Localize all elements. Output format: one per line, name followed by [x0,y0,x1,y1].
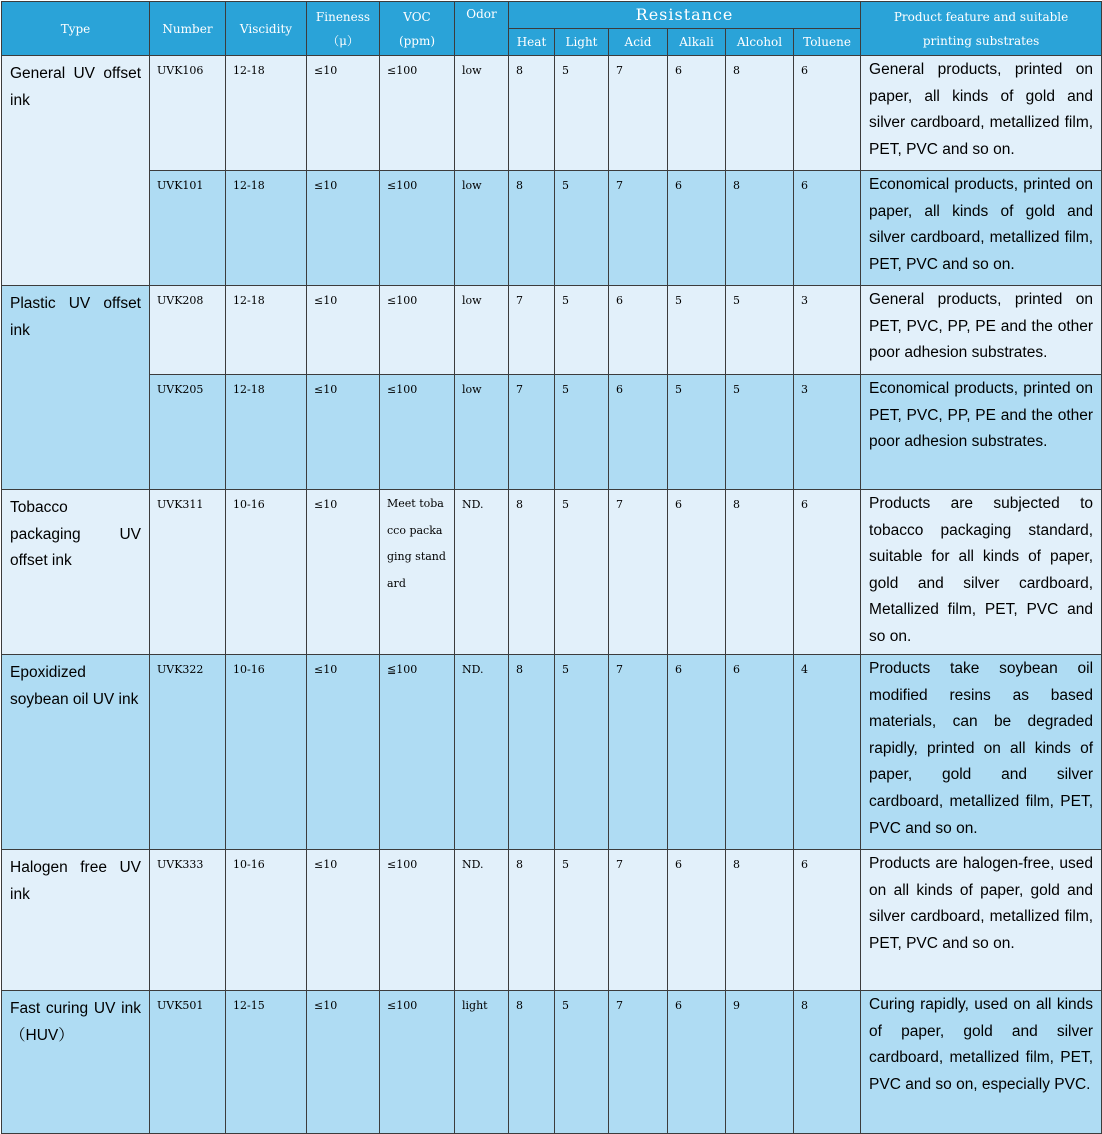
number-cell: UVK333 [150,850,226,991]
voc-cell: ≤100 [380,991,455,1134]
number-cell: UVK101 [150,171,226,286]
feature-cell: Economical products, printed on paper, all kinds of gold and silver cardboard, metallized film, PET, PVC and so on. [861,171,1102,286]
table-row [2,171,1102,286]
header-voc-line1: VOC [403,9,431,24]
header-light: Light [555,29,609,56]
alkali-cell: 6 [668,850,726,991]
acid-cell: 7 [609,56,668,171]
header-alkali: Alkali [668,29,726,56]
type-cell: Plastic UV offset ink [2,286,150,490]
number-cell: UVK205 [150,375,226,490]
viscidity-cell: 12-15 [226,991,307,1134]
alcohol-cell: 9 [726,991,794,1134]
odor-cell: ND. [455,490,509,655]
viscidity-cell: 10-16 [226,655,307,850]
header-voc [380,2,455,56]
alcohol-cell: 8 [726,56,794,171]
alcohol-cell: 5 [726,375,794,490]
header-resistance: Resistance [509,2,861,29]
header-feature-line1: Product feature and suitable [893,9,1069,24]
alcohol-cell: 6 [726,655,794,850]
alcohol-cell: 8 [726,490,794,655]
fineness-cell: ≤10 [307,655,380,850]
odor-cell: light [455,991,509,1134]
heat-cell: 8 [509,171,555,286]
toluene-cell: 8 [794,991,861,1134]
heat-cell: 8 [509,490,555,655]
feature-cell: Products take soybean oil modified resins as based materials, can be degraded rapidly, printed on all kinds of paper, gold and silver cardboard, metallized film, PET, PVC and so on. [861,655,1102,850]
voc-cell: ≤100 [380,56,455,171]
viscidity-cell: 10-16 [226,850,307,991]
light-cell: 5 [555,991,609,1134]
fineness-cell: ≤10 [307,850,380,991]
acid-cell: 7 [609,655,668,850]
type-cell: Epoxidized soybean oil UV ink [2,655,150,850]
table-row [2,286,1102,375]
light-cell: 5 [555,56,609,171]
number-cell: UVK501 [150,991,226,1134]
fineness-cell: ≤10 [307,171,380,286]
viscidity-cell: 10-16 [226,490,307,655]
voc-cell: ≤100 [380,850,455,991]
header-heat: Heat [509,29,555,56]
odor-cell: low [455,171,509,286]
table-row [2,56,1102,171]
light-cell: 5 [555,375,609,490]
heat-cell: 7 [509,286,555,375]
header-acid: Acid [609,29,668,56]
header-fineness [307,2,380,56]
feature-cell: General products, printed on paper, all kinds of gold and silver cardboard, metallized film, PET, PVC and so on. [861,56,1102,171]
header-toluene: Toluene [794,29,861,56]
alkali-cell: 5 [668,286,726,375]
heat-cell: 8 [509,56,555,171]
fineness-cell: ≤10 [307,490,380,655]
toluene-cell: 6 [794,490,861,655]
toluene-cell: 4 [794,655,861,850]
toluene-cell: 6 [794,56,861,171]
odor-cell: low [455,375,509,490]
table-row [2,850,1102,991]
number-cell: UVK106 [150,56,226,171]
viscidity-cell: 12-18 [226,56,307,171]
voc-cell: ≤100 [380,286,455,375]
odor-cell: low [455,56,509,171]
alkali-cell: 6 [668,171,726,286]
fineness-cell: ≤10 [307,56,380,171]
type-cell: Fast curing UV ink（HUV） [2,991,150,1134]
odor-cell: low [455,286,509,375]
number-cell: UVK311 [150,490,226,655]
odor-cell: ND. [455,655,509,850]
fineness-cell: ≤10 [307,991,380,1134]
alcohol-cell: 8 [726,171,794,286]
alcohol-cell: 5 [726,286,794,375]
fineness-cell: ≤10 [307,375,380,490]
alkali-cell: 6 [668,655,726,850]
type-cell: Halogen free UV ink [2,850,150,991]
header-viscidity: Viscidity [226,2,307,56]
acid-cell: 7 [609,490,668,655]
acid-cell: 6 [609,375,668,490]
voc-cell: Meet tobacco packaging standard [380,490,455,655]
header-alcohol: Alcohol [726,29,794,56]
light-cell: 5 [555,655,609,850]
header-voc-line2: (ppm) [398,33,436,48]
acid-cell: 7 [609,850,668,991]
alkali-cell: 6 [668,490,726,655]
toluene-cell: 3 [794,375,861,490]
acid-cell: 7 [609,991,668,1134]
viscidity-cell: 12-18 [226,171,307,286]
heat-cell: 7 [509,375,555,490]
header-feature [861,2,1102,56]
viscidity-cell: 12-18 [226,375,307,490]
feature-cell: Products are halogen-free, used on all kinds of paper, gold and silver cardboard, metallized film, PET, PVC and so on. [861,850,1102,991]
voc-cell: ≤100 [380,375,455,490]
header-number: Number [150,2,226,56]
alkali-cell: 5 [668,375,726,490]
toluene-cell: 3 [794,286,861,375]
table-row [2,991,1102,1134]
voc-cell: ≦100 [380,655,455,850]
header-feature-line2: printing substrates [922,33,1040,48]
light-cell: 5 [555,490,609,655]
table-row [2,655,1102,850]
alcohol-cell: 8 [726,850,794,991]
type-cell: Tobacco packaging UV offset ink [2,490,150,655]
toluene-cell: 6 [794,850,861,991]
header-odor: Odor [455,2,509,56]
toluene-cell: 6 [794,171,861,286]
light-cell: 5 [555,171,609,286]
header-fineness-line2: （μ） [327,33,359,48]
heat-cell: 8 [509,850,555,991]
heat-cell: 8 [509,655,555,850]
heat-cell: 8 [509,991,555,1134]
feature-cell: Products are subjected to tobacco packaging standard, suitable for all kinds of paper, gold and silver cardboard, Metallized film, PET, PVC and so on. [861,490,1102,655]
header-type: Type [2,2,150,56]
feature-cell: General products, printed on PET, PVC, PP, PE and the other poor adhesion substrates. [861,286,1102,375]
odor-cell: ND. [455,850,509,991]
ink-spec-table [1,1,1102,1134]
acid-cell: 6 [609,286,668,375]
alkali-cell: 6 [668,56,726,171]
number-cell: UVK322 [150,655,226,850]
header-fineness-line1: Fineness [315,9,371,24]
light-cell: 5 [555,286,609,375]
number-cell: UVK208 [150,286,226,375]
feature-cell: Curing rapidly, used on all kinds of paper, gold and silver cardboard, metallized film, PET, PVC and so on, especially PVC. [861,991,1102,1134]
voc-cell: ≤100 [380,171,455,286]
viscidity-cell: 12-18 [226,286,307,375]
alkali-cell: 6 [668,991,726,1134]
light-cell: 5 [555,850,609,991]
table-row [2,490,1102,655]
feature-cell: Economical products, printed on PET, PVC, PP, PE and the other poor adhesion substrates. [861,375,1102,490]
table-row [2,375,1102,490]
type-cell: General UV offset ink [2,56,150,286]
acid-cell: 7 [609,171,668,286]
fineness-cell: ≤10 [307,286,380,375]
